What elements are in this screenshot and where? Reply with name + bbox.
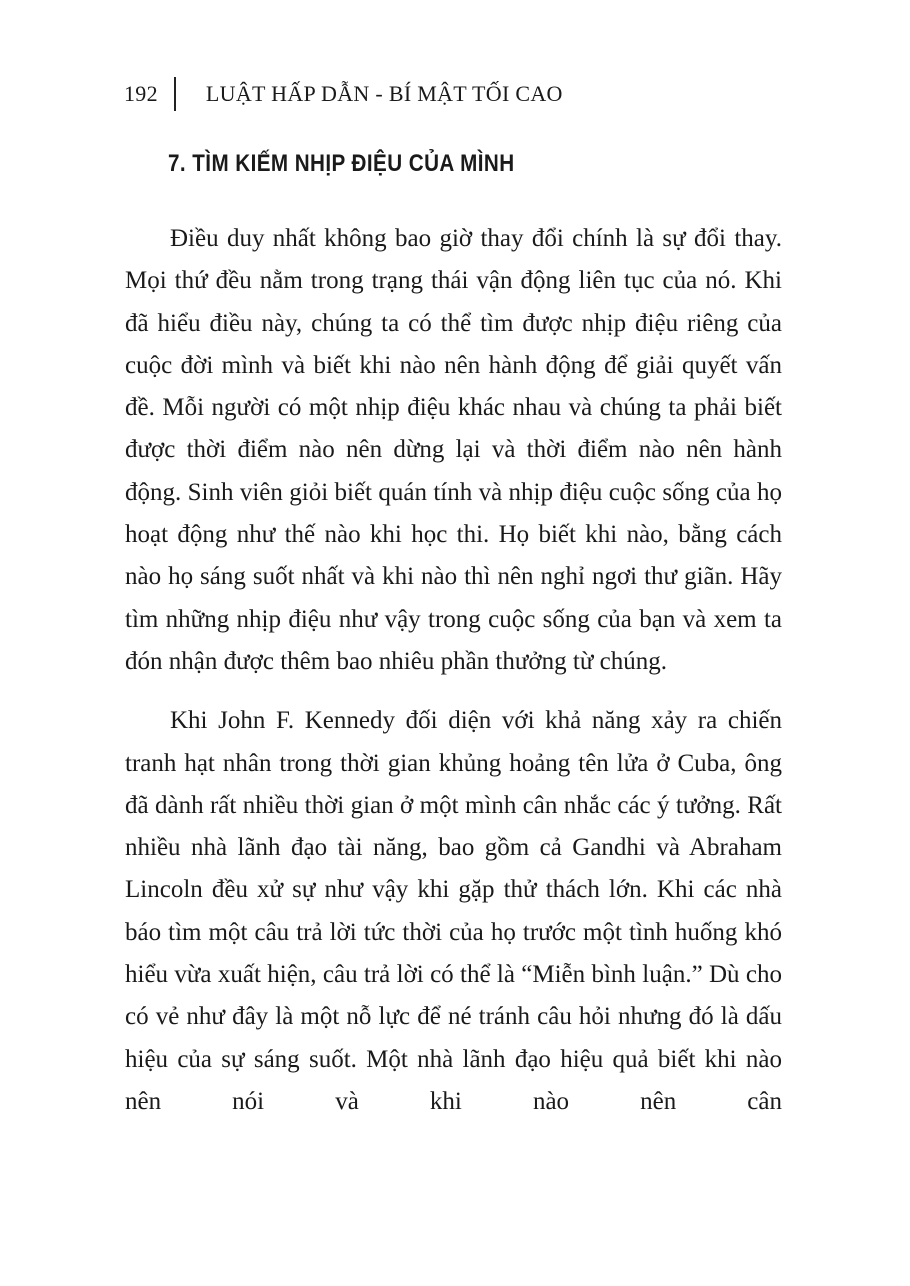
page-number: 192: [124, 81, 158, 106]
header-divider: [174, 77, 176, 111]
body-text: [125, 218, 782, 1140]
paragraph-1: Điều duy nhất không bao giờ thay đổi chính là sự đổi thay. Mọi thứ đều nằm trong trạng thái vận động liên tục của nó. Khi đã hiểu điều này, chúng ta có thể tìm được nhịp điệu riêng của cuộc đời mình và biết khi nào nên hành động để giải quyết vấn đề. Mỗi người có một nhịp điệu khác nhau và chúng ta phải biết được thời điểm nào nên dừng lại và thời điểm nào nên hành động. Sinh viên giỏi biết quán tính và nhịp điệu cuộc sống của họ hoạt động như thế nào khi học thi. Họ biết khi nào, bằng cách nào họ sáng suốt nhất và khi nào thì nên nghỉ ngơi thư giãn. Hãy tìm những nhịp điệu như vậy trong cuộc sống của bạn và xem ta đón nhận được thêm bao nhiêu phần thưởng từ chúng.: [125, 225, 782, 675]
section-heading: 7. TÌM KIẾM NHỊP ĐIỆU CỦA MÌNH: [168, 150, 515, 177]
paragraph-2: Khi John F. Kennedy đối diện với khả năng xảy ra chiến tranh hạt nhân trong thời gian khủng hoảng tên lửa ở Cuba, ông đã dành rất nhiều thời gian ở một mình cân nhắc các ý tưởng. Rất nhiều nhà lãnh đạo tài năng, bao gồm cả Gandhi và Abraham Lincoln đều xử sự như vậy khi gặp thử thách lớn. Khi các nhà báo tìm một câu trả lời tức thời của họ trước một tình huống khó hiểu vừa xuất hiện, câu trả lời có thể là “Miễn bình luận.” Dù cho có vẻ như đây là một nỗ lực để né tránh câu hỏi nhưng đó là dấu hiệu của sự sáng suốt. Một nhà lãnh đạo hiệu quả biết khi nào nên nói và khi nào nên cân: [125, 707, 782, 1115]
running-header: [124, 76, 563, 112]
book-title: LUẬT HẤP DẪN - BÍ MẬT TỐI CAO: [205, 81, 563, 106]
